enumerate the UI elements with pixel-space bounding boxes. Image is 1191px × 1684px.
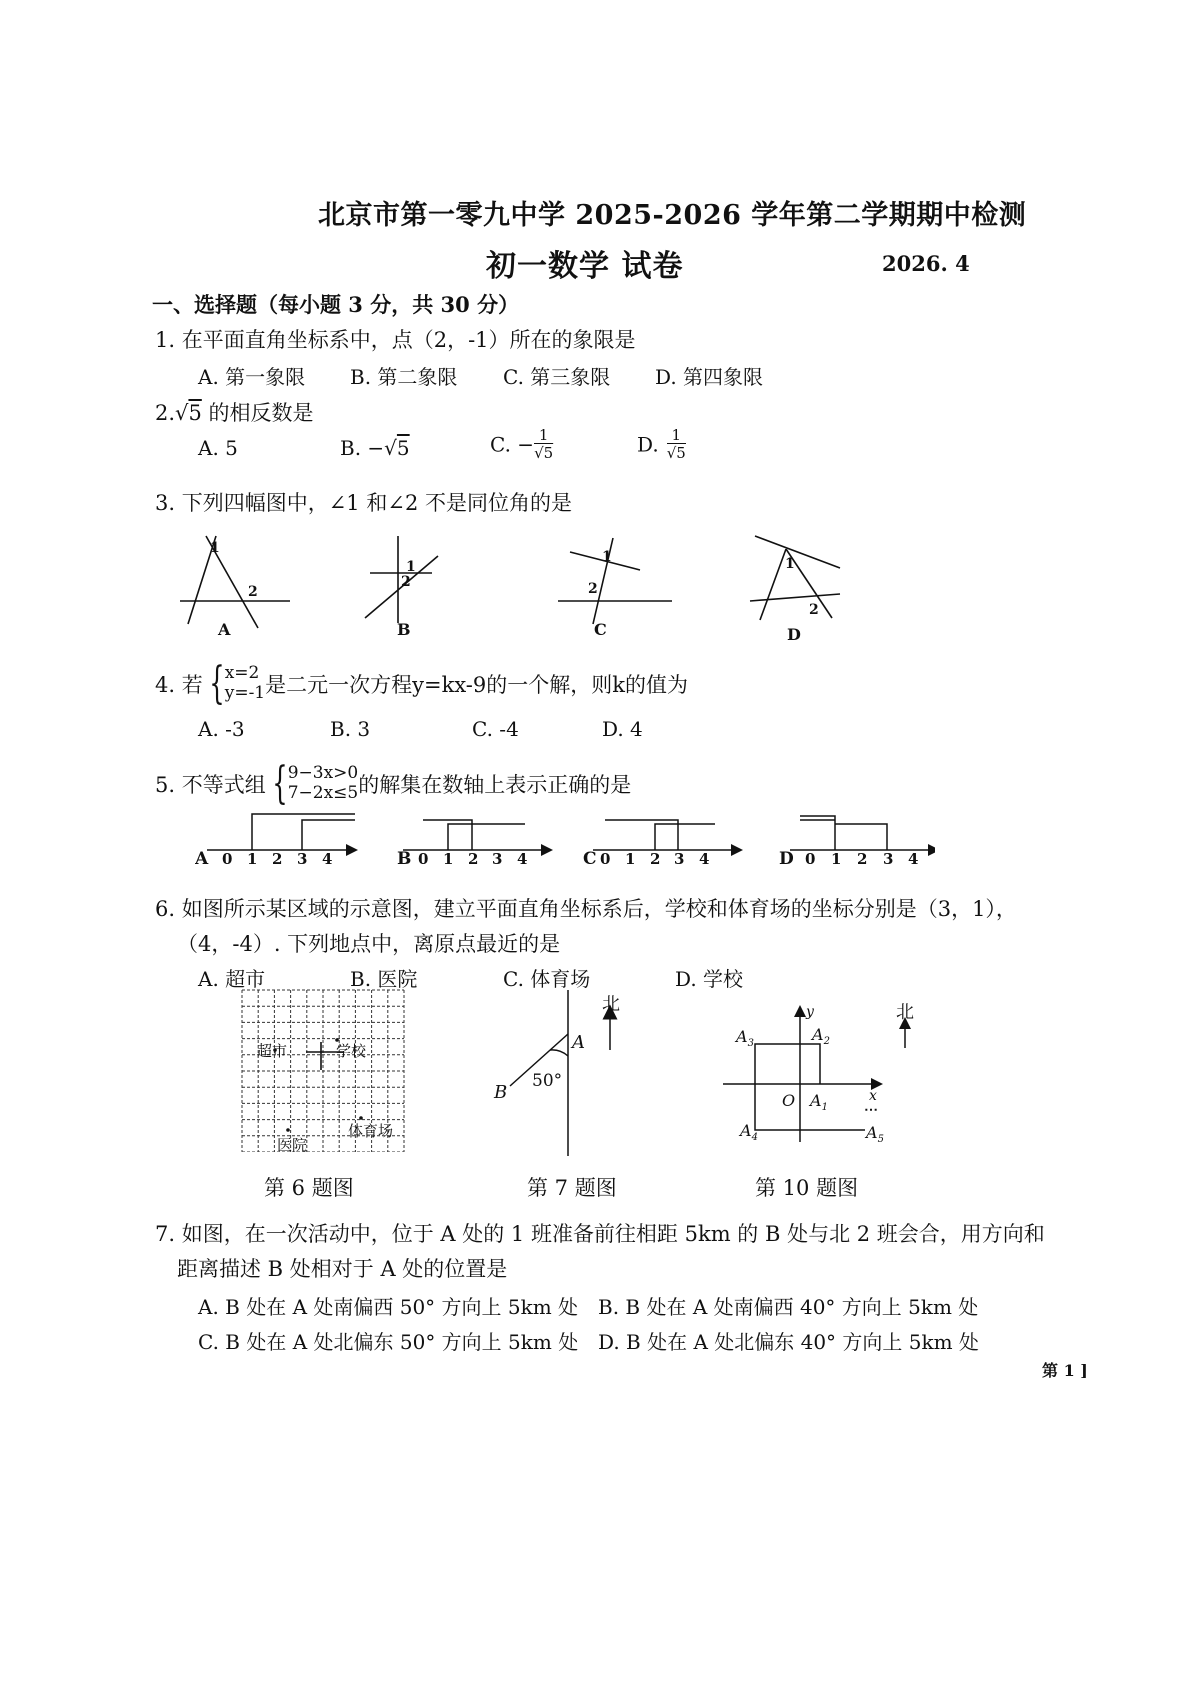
fig10-a4-label: $A_4$ bbox=[740, 1121, 758, 1143]
tick-label: 1 bbox=[831, 850, 842, 868]
fig-d-line bbox=[750, 594, 840, 601]
q2-sqrt-arg: 5 bbox=[188, 401, 202, 425]
tick-label: 0 bbox=[222, 850, 233, 868]
caption-fig10: 第 10 题图 bbox=[755, 1176, 859, 1200]
tick-label: 4 bbox=[517, 850, 528, 868]
fig-a-angle-2: 2 bbox=[248, 584, 258, 600]
tick-label: 2 bbox=[272, 850, 283, 868]
q2-option-b bbox=[340, 436, 410, 460]
q6-option-c: C. 体育场 bbox=[503, 967, 591, 991]
tick-label: 1 bbox=[443, 850, 454, 868]
q2-option-c-fraction bbox=[534, 428, 553, 461]
fig-a-label: A bbox=[218, 620, 231, 639]
fig-d-angle-2: 2 bbox=[809, 602, 819, 618]
q2-option-c-label: C. − bbox=[490, 432, 535, 457]
sqrt-sign: √ bbox=[666, 444, 677, 462]
q6-option-d: D. 学校 bbox=[675, 967, 744, 991]
q4-option-b: B. 3 bbox=[330, 717, 371, 741]
numline-d-range bbox=[835, 824, 887, 850]
numline-b-range bbox=[448, 824, 525, 850]
caption-fig7: 第 7 题图 bbox=[527, 1176, 617, 1200]
fig10-origin-label: O bbox=[782, 1091, 796, 1110]
tick-label: 0 bbox=[600, 850, 611, 868]
q7-stem-line2: 距离描述 B 处相对于 A 处的位置是 bbox=[177, 1257, 508, 1281]
fig10-a2-label: $A_2$ bbox=[812, 1025, 830, 1047]
fig-b-angle-2: 2 bbox=[401, 574, 411, 590]
fig7-angle-arc bbox=[550, 1050, 568, 1056]
q2-option-c bbox=[490, 428, 553, 461]
q5-stem bbox=[155, 758, 632, 809]
q5-sys-line1: 9−3x>0 bbox=[287, 763, 359, 784]
numline-d-range bbox=[800, 816, 835, 850]
fig-c-angle-1: 1 bbox=[602, 549, 612, 565]
q3-stem: 3. 下列四幅图中，∠1 和∠2 不是同位角的是 bbox=[155, 491, 572, 515]
numline-a-label: A bbox=[195, 849, 209, 869]
exam-date: 2026. 4 bbox=[882, 251, 970, 276]
q6-option-b: B. 医院 bbox=[350, 967, 418, 991]
sqrt-sign: √ bbox=[175, 401, 189, 425]
q7-option-a: A. B 处在 A 处南偏西 50° 方向上 5km 处 bbox=[198, 1295, 579, 1319]
fig6-label-supermarket: 超市 bbox=[257, 1042, 288, 1060]
fig-a-angle-1: 1 bbox=[210, 540, 220, 556]
q2-stem bbox=[155, 397, 314, 427]
tick-label: 2 bbox=[650, 850, 661, 868]
fig10-axis-y-label: y bbox=[806, 1004, 814, 1020]
sqrt-sign: √ bbox=[534, 444, 544, 462]
q2-option-d-label: D. bbox=[637, 432, 659, 457]
fig10-a5-label: $A_5$ bbox=[866, 1123, 884, 1144]
fig7-angle-label: 50° bbox=[532, 1071, 563, 1091]
subject-title: 初一数学 试卷 bbox=[486, 249, 684, 284]
fig10-spiral-path bbox=[755, 1044, 865, 1130]
q5-system-rows bbox=[288, 764, 359, 803]
tick-label: 0 bbox=[805, 850, 816, 868]
brace-icon: { bbox=[272, 758, 288, 809]
tick-label: 3 bbox=[297, 850, 308, 868]
q4-option-c: C. -4 bbox=[472, 717, 519, 741]
numline-c-range bbox=[655, 824, 715, 850]
fig6-point-stadium bbox=[359, 1116, 363, 1120]
tick-label: 2 bbox=[857, 850, 868, 868]
fig10-north-label: 北 bbox=[896, 1002, 914, 1023]
numline-a-range bbox=[302, 820, 355, 850]
q7-option-c: C. B 处在 A 处北偏东 50° 方向上 5km 处 bbox=[198, 1330, 579, 1354]
q4-sys-line1: x=2 bbox=[224, 663, 260, 684]
q5-sys-line2: 7−2x≤5 bbox=[287, 783, 359, 803]
fig10-continuation-dots: ⋯ bbox=[864, 1102, 878, 1118]
fig10-a1-label: $A_1$ bbox=[810, 1091, 828, 1113]
fig-d-line bbox=[755, 536, 840, 568]
fig10-axis-x-label: x bbox=[869, 1088, 877, 1104]
tick-label: 4 bbox=[322, 850, 333, 868]
tick-label: 3 bbox=[674, 850, 685, 868]
fig-c-label: C bbox=[594, 620, 607, 639]
q7-option-d: D. B 处在 A 处北偏东 40° 方向上 5km 处 bbox=[598, 1330, 979, 1354]
fig6-label-stadium: 体育场 bbox=[348, 1122, 394, 1140]
fraction-numerator: 1 bbox=[534, 428, 553, 444]
fig7-direction-figure bbox=[488, 990, 630, 1160]
q4-option-d: D. 4 bbox=[602, 717, 643, 741]
q3-figures bbox=[170, 528, 870, 646]
q2-number: 2. bbox=[155, 401, 176, 425]
q4-option-a: A. -3 bbox=[198, 717, 245, 741]
q2-option-b-label: B. − bbox=[340, 436, 385, 460]
fraction-denominator-arg: 5 bbox=[676, 444, 686, 462]
q7-option-b: B. B 处在 A 处南偏西 40° 方向上 5km 处 bbox=[598, 1295, 979, 1319]
tick-label: 0 bbox=[418, 850, 429, 868]
q1-option-c: C. 第三象限 bbox=[503, 365, 611, 389]
fig-b-label: B bbox=[397, 620, 411, 639]
tick-label: 1 bbox=[247, 850, 258, 868]
q4-stem bbox=[155, 658, 688, 709]
q4-system-rows bbox=[225, 664, 265, 703]
q5-suffix: 的解集在数轴上表示正确的是 bbox=[358, 773, 632, 797]
q5-prefix: 5. 不等式组 bbox=[155, 773, 266, 797]
fig7-north-label: 北 bbox=[602, 994, 620, 1015]
q2-option-d-fraction bbox=[667, 428, 686, 461]
fraction-denominator bbox=[534, 444, 553, 461]
tick-label: 1 bbox=[625, 850, 636, 868]
q1-option-b: B. 第二象限 bbox=[350, 365, 458, 389]
q1-option-a: A. 第一象限 bbox=[198, 365, 306, 389]
fraction-denominator-arg: 5 bbox=[543, 444, 554, 462]
fig-d-label: D bbox=[787, 625, 801, 644]
q2-option-b-arg: 5 bbox=[396, 436, 410, 460]
caption-fig6: 第 6 题图 bbox=[264, 1176, 354, 1200]
q4-sys-line2: y=-1 bbox=[224, 683, 266, 703]
fig7-point-a: A bbox=[572, 1032, 585, 1053]
school-title: 北京市第一零九中学 2025-2026 学年第二学期期中检测 bbox=[318, 200, 1027, 231]
tick-label: 3 bbox=[492, 850, 503, 868]
fig6-point-hospital bbox=[286, 1128, 290, 1132]
q1-stem: 1. 在平面直角坐标系中，点（2，-1）所在的象限是 bbox=[155, 328, 636, 352]
q2-option-a: A. 5 bbox=[198, 436, 238, 460]
numline-d-label: D bbox=[779, 849, 794, 869]
fig-c-angle-2: 2 bbox=[588, 581, 598, 597]
fraction-denominator bbox=[667, 444, 686, 461]
numline-b-label: B bbox=[397, 849, 412, 869]
q6-stem-line1: 6. 如图所示某区域的示意图，建立平面直角坐标系后，学校和体育场的坐标分别是（3，1）， bbox=[155, 897, 1017, 921]
q2-stem-tail: 的相反数是 bbox=[201, 401, 314, 425]
q4-prefix: 4. 若 bbox=[155, 673, 203, 697]
tick-label: 3 bbox=[883, 850, 894, 868]
sqrt-sign: √ bbox=[384, 436, 397, 460]
fig10-a3-label: $A_3$ bbox=[736, 1027, 754, 1049]
brace-icon: { bbox=[209, 658, 225, 709]
tick-label: 4 bbox=[699, 850, 710, 868]
tick-label: 4 bbox=[908, 850, 919, 868]
fig-d-line bbox=[760, 549, 786, 620]
tick-label: 2 bbox=[468, 850, 479, 868]
fig6-label-school: 学校 bbox=[336, 1042, 367, 1060]
fig7-point-b: B bbox=[494, 1082, 508, 1103]
fig-b-angle-1: 1 bbox=[406, 559, 416, 575]
q7-stem-line1: 7. 如图，在一次活动中，位于 A 处的 1 班准备前往相距 5km 的 B 处与北 2 班会合，用方向和 bbox=[155, 1222, 1045, 1246]
section-heading: 一、选择题（每小题 3 分，共 30 分） bbox=[152, 292, 520, 317]
q2-option-d bbox=[637, 428, 686, 461]
page-number: 第 1 ] bbox=[1042, 1361, 1088, 1380]
q5-number-lines bbox=[195, 808, 935, 870]
fig6-grid-map bbox=[240, 988, 406, 1152]
q4-suffix: 是二元一次方程y=kx-9的一个解，则k的值为 bbox=[265, 673, 688, 697]
numline-c-label: C bbox=[583, 849, 597, 869]
fig10-coordinate-figure bbox=[720, 998, 925, 1144]
fraction-numerator: 1 bbox=[667, 428, 686, 444]
fig-d-angle-1: 1 bbox=[785, 556, 795, 572]
q6-option-a: A. 超市 bbox=[198, 967, 266, 991]
q5-inequality-system bbox=[266, 758, 359, 809]
q6-stem-line2: （4，-4）. 下列地点中，离原点最近的是 bbox=[177, 932, 561, 956]
fig6-label-hospital: 医院 bbox=[277, 1136, 308, 1152]
q1-option-d: D. 第四象限 bbox=[655, 365, 764, 389]
q4-equation-system bbox=[203, 658, 266, 709]
